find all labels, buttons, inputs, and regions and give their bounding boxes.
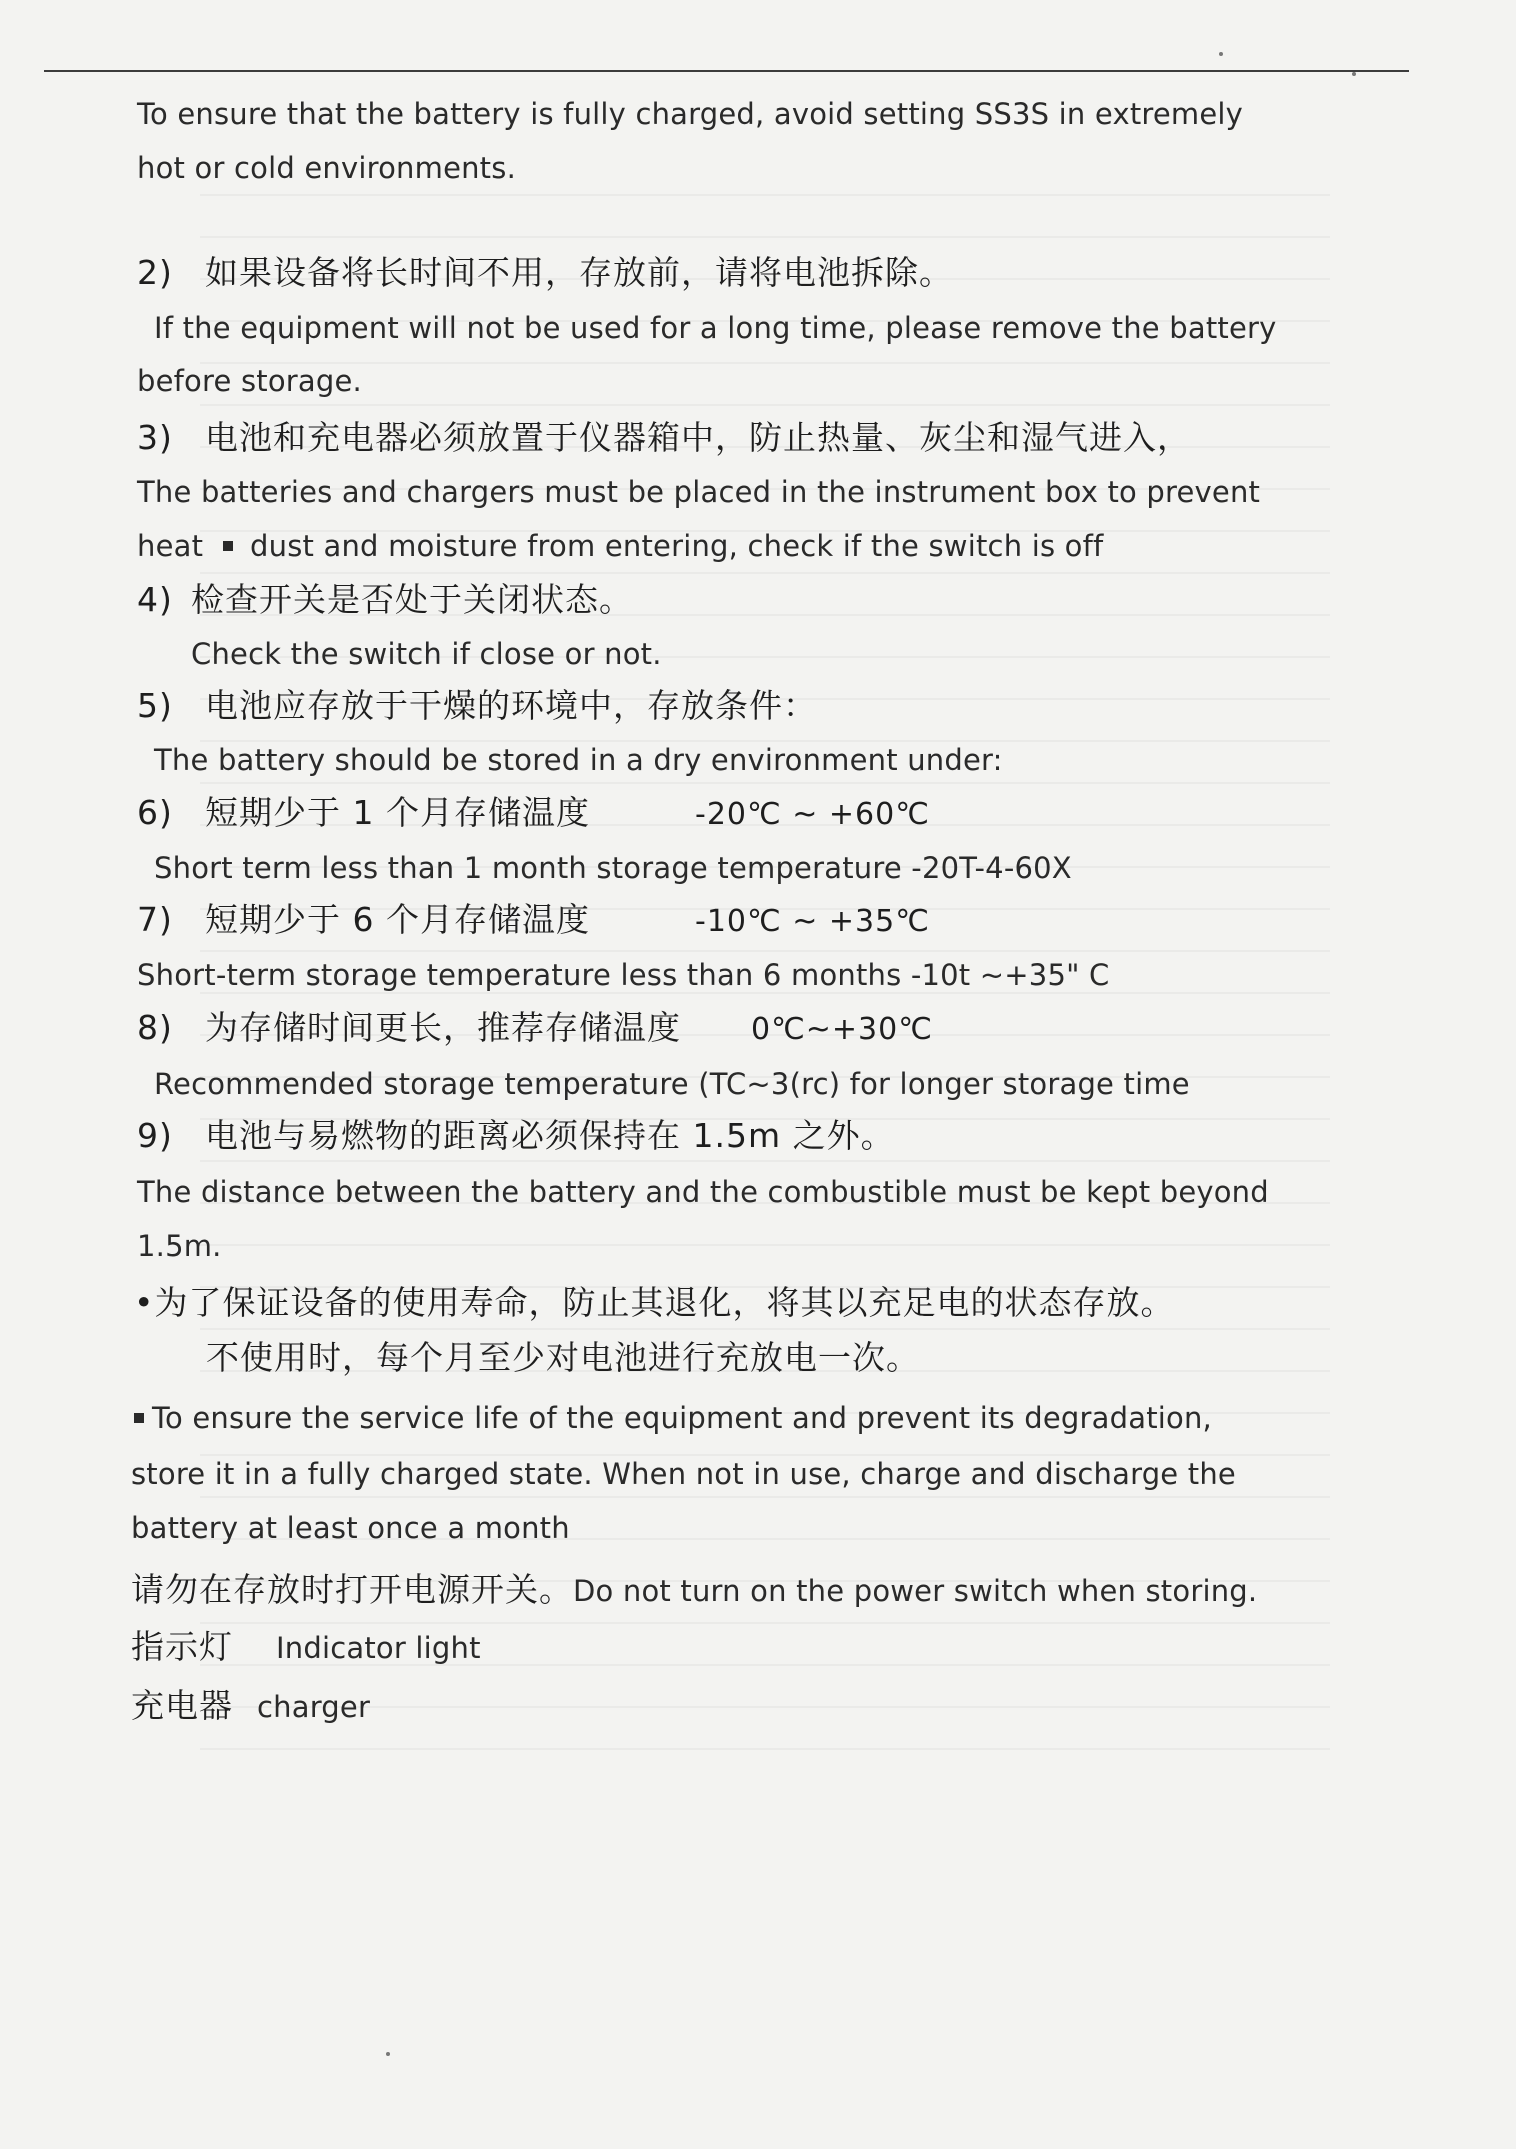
scan-speck (386, 2052, 390, 2056)
item-8-temp: 0℃~+30℃ (751, 1012, 933, 1047)
bullet-square-icon (223, 541, 233, 551)
item-number: 2) (137, 253, 173, 292)
item-number: 7) (137, 900, 173, 939)
service-life-en-line-3: battery at least once a month (131, 1511, 570, 1545)
item-4-en: Check the switch if close or not. (191, 637, 662, 671)
item-3-en-heat: heat (137, 529, 204, 563)
item-8-zh-text: 为存储时间更长，推荐存储温度 (205, 1008, 681, 1047)
item-3-en-line-2 (137, 528, 1103, 564)
scan-speck (1352, 72, 1356, 76)
charger-label (131, 1688, 370, 1725)
power-switch-en: Do not turn on the power switch when storing. (573, 1574, 1258, 1608)
item-4-zh (137, 582, 633, 618)
header-rule (44, 70, 1409, 72)
item-5-zh-text: 电池应存放于干燥的环境中，存放条件： (205, 686, 817, 725)
item-7-temp: -10℃ ~ +35℃ (695, 904, 930, 939)
item-7-zh-text: 短期少于 6 个月存储温度 (205, 900, 590, 939)
item-8-en: Recommended storage temperature (TC~3(rc) for longer storage time (154, 1067, 1190, 1101)
power-switch-note (131, 1572, 1257, 1609)
intro-line-2: hot or cold environments. (137, 151, 516, 185)
item-9-zh (137, 1118, 895, 1154)
bullet-square-icon (134, 1413, 144, 1423)
scan-speck (1219, 52, 1223, 56)
item-6-zh (137, 795, 930, 833)
item-8-zh (137, 1010, 933, 1048)
item-2-en-line-2: before storage. (137, 364, 362, 398)
service-life-zh-line-1: •为了保证设备的使用寿命，防止其退化，将其以充足电的状态存放。 (134, 1283, 1175, 1322)
service-life-en-text: To ensure the service life of the equipment and prevent its degradation, (152, 1401, 1212, 1435)
item-5-en: The battery should be stored in a dry environment under: (154, 743, 1003, 777)
item-2-zh-text: 如果设备将长时间不用，存放前，请将电池拆除。 (205, 253, 953, 292)
item-9-zh-text: 电池与易燃物的距离必须保持在 1.5m 之外。 (205, 1116, 895, 1155)
item-4-zh-text: 检查开关是否处于关闭状态。 (191, 580, 633, 619)
item-number: 5) (137, 686, 173, 725)
item-6-zh-text: 短期少于 1 个月存储温度 (205, 793, 590, 832)
item-3-zh (137, 420, 1191, 456)
power-switch-zh: 请勿在存放时打开电源开关。 (131, 1570, 573, 1609)
item-number: 8) (137, 1008, 173, 1047)
charger-zh: 充电器 (131, 1686, 233, 1725)
item-9-en-line-1: The distance between the battery and the combustible must be kept beyond (137, 1175, 1269, 1209)
item-7-zh (137, 902, 930, 940)
item-2-en-line-1: If the equipment will not be used for a long time, please remove the battery (154, 311, 1277, 345)
indicator-light-zh: 指示灯 (131, 1627, 233, 1666)
item-number: 4) (137, 580, 173, 619)
service-life-en-line-2: store it in a fully charged state. When not in use, charge and discharge the (131, 1457, 1236, 1491)
item-2-zh (137, 255, 953, 291)
intro-line-1: To ensure that the battery is fully charged, avoid setting SS3S in extremely (137, 97, 1244, 131)
item-7-en: Short-term storage temperature less than 6 months -10t ~+35" C (137, 958, 1110, 992)
item-number: 6) (137, 793, 173, 832)
item-number: 9) (137, 1116, 173, 1155)
item-6-en: Short term less than 1 month storage temperature -20T-4-60X (154, 851, 1072, 885)
service-life-en-line-1 (134, 1400, 1212, 1436)
item-5-zh (137, 688, 817, 724)
service-life-zh-line-2: 不使用时，每个月至少对电池进行充放电一次。 (206, 1338, 920, 1377)
indicator-light-label (131, 1629, 481, 1666)
item-3-zh-text: 电池和充电器必须放置于仪器箱中，防止热量、灰尘和湿气进入， (205, 418, 1191, 457)
item-6-temp: -20℃ ~ +60℃ (695, 797, 930, 832)
item-3-en-line-1: The batteries and chargers must be placed in the instrument box to prevent (137, 475, 1261, 509)
item-9-en-line-2: 1.5m. (137, 1229, 222, 1263)
indicator-light-en: Indicator light (276, 1631, 481, 1665)
item-number: 3) (137, 418, 173, 457)
item-3-en-rest: dust and moisture from entering, check if the switch is off (250, 529, 1104, 563)
charger-en: charger (257, 1690, 371, 1724)
